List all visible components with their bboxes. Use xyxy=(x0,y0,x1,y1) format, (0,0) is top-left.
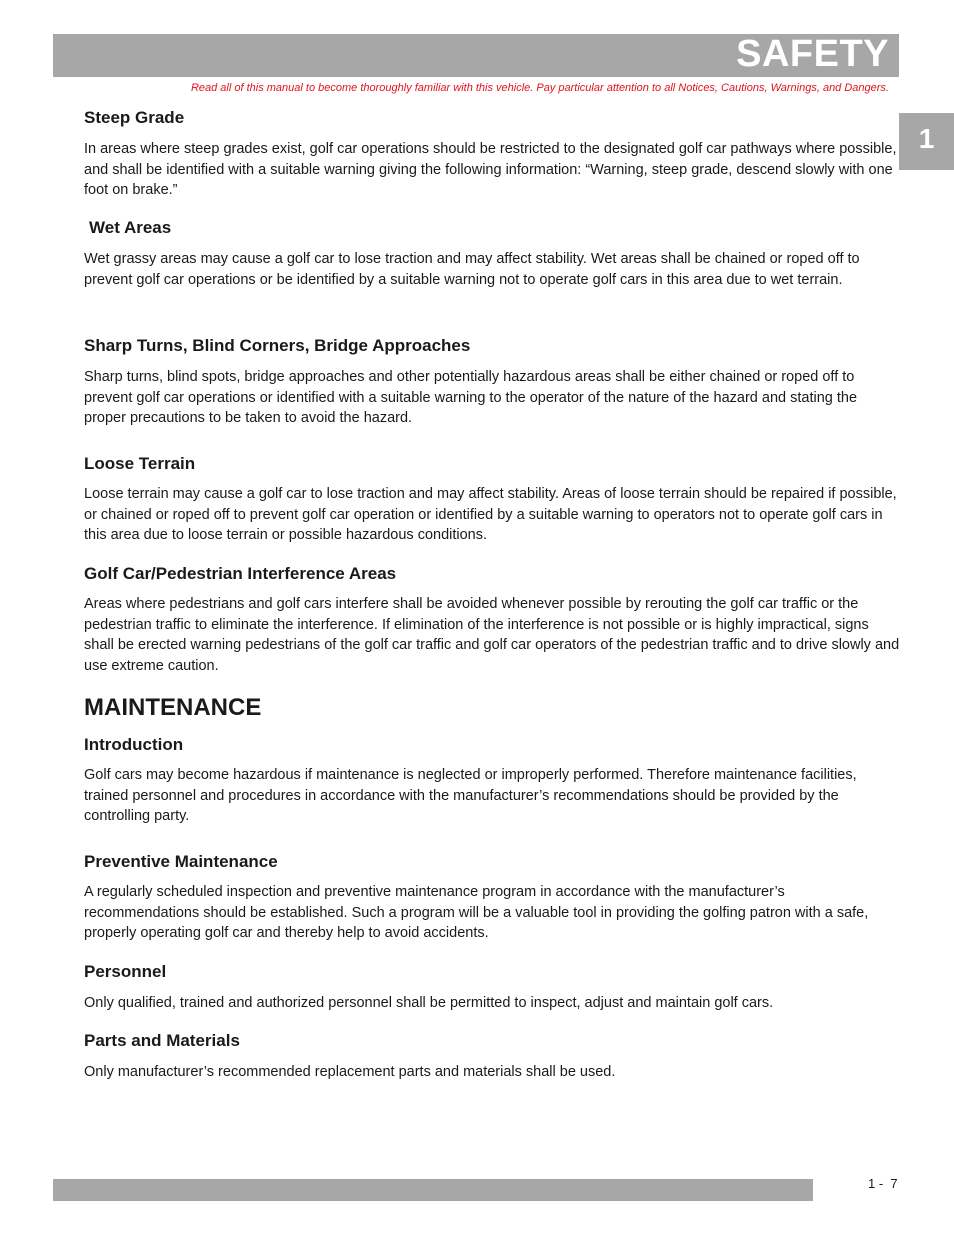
preventive-heading: Preventive Maintenance xyxy=(84,852,278,871)
personnel-heading: Personnel xyxy=(84,962,167,981)
wet-areas-heading: Wet Areas xyxy=(89,218,172,237)
loose-terrain-heading: Loose Terrain xyxy=(84,454,196,473)
maintenance-heading: MAINTENANCE xyxy=(84,694,262,721)
pedestrian-heading: Golf Car/Pedestrian Interference Areas xyxy=(84,564,397,583)
steep-grade-heading: Steep Grade xyxy=(84,108,185,127)
preventive-body: A regularly scheduled inspection and preventive maintenance program in accordance with the manufacturer’s recommendations should be established. Such a program will be a valuable tool in providing the golfing patron with a safe, properly operating golf car and thereby help to avoid accidents. xyxy=(84,884,869,942)
chapter-tab: 1 xyxy=(899,113,954,170)
page-number: 1 - 7 xyxy=(868,1176,898,1191)
sharp-turns-body: Sharp turns, blind spots, bridge approaches and other potentially hazardous areas shall be either chained or roped off to prevent golf car operations or identified with a suitable warning to the operator of the nature of the hazard and stating the proper precautions to be taken to avoid the hazard. xyxy=(84,369,858,427)
parts-body: Only manufacturer’s recommended replacement parts and materials shall be used. xyxy=(84,1064,616,1080)
safety-notice: Read all of this manual to become thoroughly familiar with this vehicle. Pay particular attention to all Notices, Cautions, Warnings, and Dangers. xyxy=(190,82,889,94)
wet-areas-body: Wet grassy areas may cause a golf car to lose traction and may affect stability. Wet areas shall be chained or roped off to prevent golf car operations or be identified by a suitable warning not to operate golf cars in this area due to wet terrain. xyxy=(84,251,860,288)
footer-bar xyxy=(53,1179,813,1201)
header-bar xyxy=(53,34,899,77)
personnel-body: Only qualified, trained and authorized personnel shall be permitted to inspect, adjust and maintain golf cars. xyxy=(84,995,774,1011)
sharp-turns-heading: Sharp Turns, Blind Corners, Bridge Approaches xyxy=(84,336,471,355)
parts-heading: Parts and Materials xyxy=(84,1031,240,1050)
introduction-heading: Introduction xyxy=(84,735,184,754)
introduction-body: Golf cars may become hazardous if maintenance is neglected or improperly performed. Therefore maintenance facilities, trained personnel and procedures in accordance with the manufacturer’s recommendations should be provided by the controlling party. xyxy=(84,767,857,825)
page-title: SAFETY xyxy=(736,33,889,75)
steep-grade-body: In areas where steep grades exist, golf car operations should be restricted to the designated golf car pathways where possible, and shall be identified with a suitable warning giving the following information: “Warning, steep grade, descend slowly with one foot on brake.” xyxy=(84,141,897,199)
pedestrian-body: Areas where pedestrians and golf cars interfere shall be avoided whenever possible by rerouting the golf car traffic or the pedestrian traffic to eliminate the interference. If elimination of the interference is not possible or is highly impractical, signs shall be erected warning pedestrians of the golf car traffic and golf car operators of the pedestrian traffic and to drive slowly and use extreme caution. xyxy=(84,596,900,674)
loose-terrain-body: Loose terrain may cause a golf car to lose traction and may affect stability. Areas of loose terrain should be repaired if possible, or chained or roped off to prevent golf car operation or identified by a suitable warning to operators not to operate golf cars in this area due to loose terrain or possible hazardous conditions. xyxy=(84,486,897,544)
